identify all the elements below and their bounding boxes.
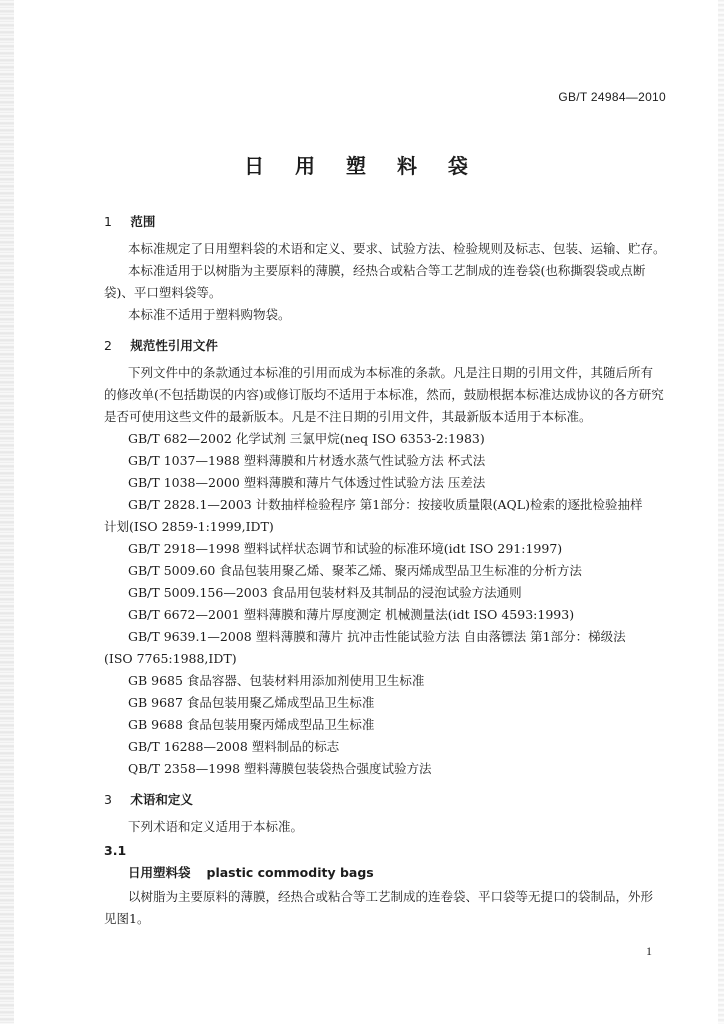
subsection-number: 3.1 [104, 843, 127, 858]
reference-item: GB/T 2918—1998 塑料试样状态调节和试验的标准环境(idt ISO 291:1997) [128, 541, 563, 556]
paragraph-line: 以树脂为主要原料的薄膜，经热合或粘合等工艺制成的连卷袋、平口袋等无提口的袋制品，外形 [128, 889, 654, 904]
section-title: 范围 [130, 214, 156, 229]
reference-item-continuation: 计划(ISO 2859-1:1999,IDT) [104, 519, 274, 534]
reference-item: GB/T 1037—1988 塑料薄膜和片材透水蒸气性试验方法 杯式法 [128, 453, 486, 468]
section-number: 2 [104, 338, 112, 353]
paragraph-line: 下列术语和定义适用于本标准。 [128, 819, 304, 834]
paragraph-line: 本标准不适用于塑料购物袋。 [128, 307, 291, 322]
section-title: 规范性引用文件 [130, 338, 218, 353]
section-title: 术语和定义 [130, 792, 193, 807]
section-2-heading [104, 336, 218, 354]
reference-item: QB/T 2358—1998 塑料薄膜包装袋热合强度试验方法 [128, 761, 432, 776]
section-1-heading [104, 212, 155, 230]
term-name: 日用塑料袋 [128, 865, 191, 880]
document-title: 日 用 塑 料 袋 [244, 154, 480, 178]
reference-item: GB 9687 食品包装用聚乙烯成型品卫生标准 [128, 695, 375, 710]
paragraph-line: 下列文件中的条款通过本标准的引用而成为本标准的条款。凡是注日期的引用文件，其随后所有 [128, 365, 654, 380]
reference-item: GB 9685 食品容器、包装材料用添加剂使用卫生标准 [128, 673, 425, 688]
term-entry [128, 862, 668, 884]
reference-item: GB/T 1038—2000 塑料薄膜和薄片气体透过性试验方法 压差法 [128, 475, 486, 490]
reference-item: GB/T 5009.156—2003 食品用包装材料及其制品的浸泡试验方法通则 [128, 585, 522, 600]
paragraph-line: 袋)、平口塑料袋等。 [104, 285, 222, 300]
paragraph-line: 本标准规定了日用塑料袋的术语和定义、要求、试验方法、检验规则及标志、包装、运输、贮存。 [128, 241, 666, 256]
term-name-english: plastic commodity bags [206, 865, 374, 880]
section-3-heading [104, 790, 193, 808]
reference-item: GB/T 16288—2008 塑料制品的标志 [128, 739, 340, 754]
standard-code: GB/T 24984—2010 [558, 90, 666, 104]
paragraph-line: 的修改单(不包括勘误的内容)或修订版均不适用于本标准，然而，鼓励根据本标准达成协议的各方研究 [104, 387, 664, 402]
paragraph-line: 本标准适用于以树脂为主要原料的薄膜，经热合或粘合等工艺制成的连卷袋(也称撕裂袋或点断 [128, 263, 646, 278]
reference-item: GB/T 9639.1—2008 塑料薄膜和薄片 抗冲击性能试验方法 自由落镖法 第1部分：梯级法 [128, 629, 626, 644]
reference-item: GB/T 6672—2001 塑料薄膜和薄片厚度测定 机械测量法(idt ISO 4593:1993) [128, 607, 575, 622]
section-number: 1 [104, 214, 112, 229]
reference-item-continuation: (ISO 7765:1988,IDT) [104, 651, 237, 666]
reference-item: GB/T 5009.60 食品包装用聚乙烯、聚苯乙烯、聚丙烯成型品卫生标准的分析方法 [128, 563, 582, 578]
section-number: 3 [104, 792, 112, 807]
page-number: 1 [646, 944, 652, 958]
reference-item: GB 9688 食品包装用聚丙烯成型品卫生标准 [128, 717, 375, 732]
paragraph-line: 是否可使用这些文件的最新版本。凡是不注日期的引用文件，其最新版本适用于本标准。 [104, 409, 592, 424]
reference-item: GB/T 2828.1—2003 计数抽样检验程序 第1部分：按接收质量限(AQL)检索的逐批检验抽样 [128, 497, 643, 512]
paragraph-line: 见图1。 [104, 911, 150, 926]
reference-item: GB/T 682—2002 化学试剂 三氯甲烷(neq ISO 6353-2:1983) [128, 431, 485, 446]
